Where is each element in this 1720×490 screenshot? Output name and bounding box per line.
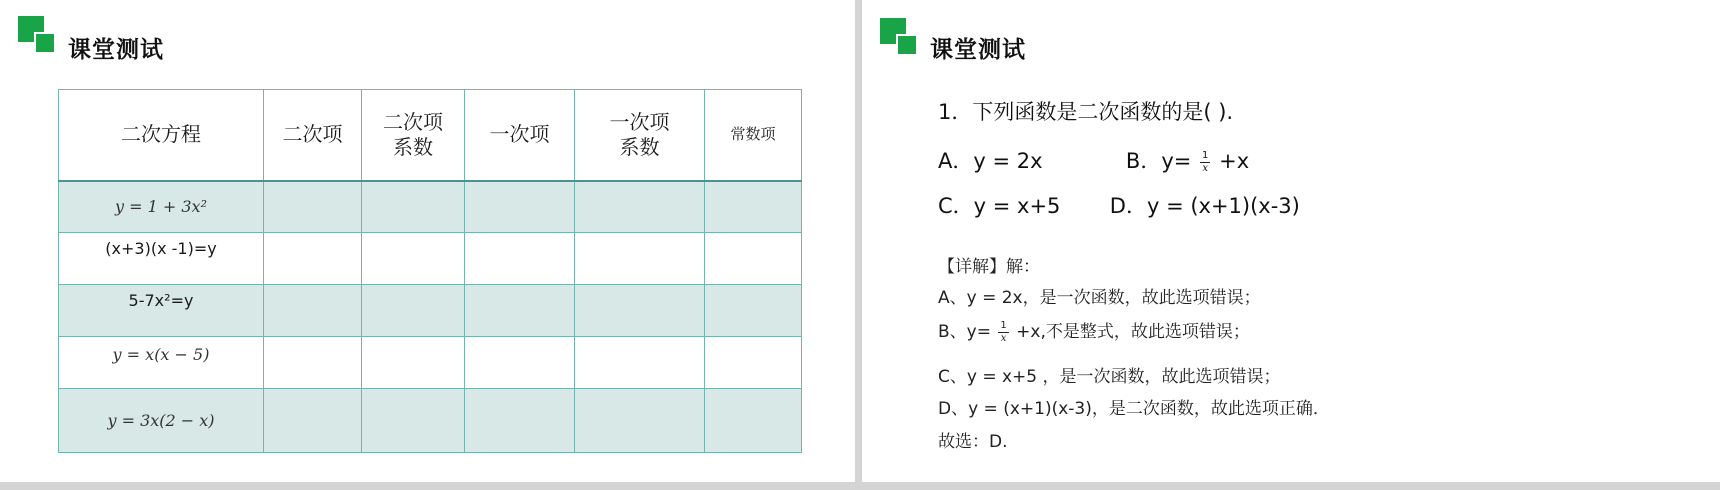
header-linear-coefficient bbox=[575, 90, 705, 181]
blank-cell bbox=[264, 337, 362, 389]
option-d: D．y = (x+1)(x-3) bbox=[1109, 194, 1300, 218]
slide-left bbox=[0, 0, 855, 482]
fraction-one-over-x bbox=[1200, 151, 1210, 174]
equation-cell: (x+3)(x -1)=y bbox=[59, 233, 264, 285]
fraction-denominator: x bbox=[1000, 332, 1007, 344]
blank-cell bbox=[264, 389, 362, 453]
blank-cell bbox=[705, 285, 802, 337]
slide-heading: 课堂测试 bbox=[930, 37, 1026, 63]
blank-cell bbox=[705, 337, 802, 389]
blank-cell bbox=[705, 389, 802, 453]
options-row-2 bbox=[938, 190, 1300, 220]
green-squares-logo-icon bbox=[18, 16, 56, 54]
blank-cell bbox=[362, 285, 465, 337]
table-row bbox=[59, 389, 802, 453]
blank-cell bbox=[264, 181, 362, 233]
header-linear-coefficient-line2: 系数 bbox=[619, 134, 660, 159]
blank-cell bbox=[575, 337, 705, 389]
blank-cell bbox=[465, 181, 575, 233]
blank-cell bbox=[575, 389, 705, 453]
fraction-denominator: x bbox=[1202, 162, 1209, 174]
blank-cell bbox=[264, 285, 362, 337]
blank-cell bbox=[362, 337, 465, 389]
option-b bbox=[1126, 149, 1249, 173]
solution-line-d: D、y = (x+1)(x-3)，是二次函数，故此选项正确． bbox=[938, 399, 1330, 419]
solution-title: 【详解】解： bbox=[938, 257, 1040, 277]
header-linear-term: 一次项 bbox=[465, 90, 575, 181]
equation-cell: y = 3x(2 − x) bbox=[59, 389, 264, 453]
blank-cell bbox=[362, 389, 465, 453]
blank-cell bbox=[705, 181, 802, 233]
blank-cell bbox=[465, 389, 575, 453]
header-quadratic-coefficient bbox=[362, 90, 465, 181]
slide-heading: 课堂测试 bbox=[68, 37, 164, 63]
blank-cell bbox=[705, 233, 802, 285]
equation-cell: y = 1 + 3x² bbox=[59, 181, 264, 233]
option-c: C．y = x+5 bbox=[938, 194, 1061, 218]
solution-line-a: A、y = 2x，是一次函数，故此选项错误； bbox=[938, 288, 1261, 308]
solution-answer: 故选：D. bbox=[938, 432, 1008, 452]
fraction-one-over-x bbox=[998, 321, 1008, 344]
quadratic-table bbox=[58, 89, 802, 453]
fraction-numerator: 1 bbox=[1202, 149, 1209, 161]
solution-line-b bbox=[938, 317, 1250, 344]
blank-cell bbox=[575, 285, 705, 337]
blank-cell bbox=[465, 337, 575, 389]
green-squares-logo-icon bbox=[880, 18, 918, 56]
equation-cell: 5-7x²=y bbox=[59, 285, 264, 337]
blank-cell bbox=[362, 233, 465, 285]
table-row bbox=[59, 181, 802, 233]
solution-line-b-suffix: +x,不是整式，故此选项错误； bbox=[1016, 322, 1250, 342]
blank-cell bbox=[264, 233, 362, 285]
slide-right bbox=[862, 0, 1720, 482]
table-row bbox=[59, 233, 802, 285]
solution-line-b-prefix: B、y= bbox=[938, 322, 991, 342]
header-equation: 二次方程 bbox=[59, 90, 264, 181]
option-a: A．y = 2x bbox=[938, 149, 1043, 173]
blank-cell bbox=[575, 233, 705, 285]
table-row bbox=[59, 285, 802, 337]
blank-cell bbox=[575, 181, 705, 233]
header-quadratic-coefficient-line2: 系数 bbox=[393, 134, 433, 159]
header-linear-coefficient-line1: 一次项 bbox=[609, 109, 670, 134]
header-constant-term: 常数项 bbox=[705, 90, 802, 181]
fraction-numerator: 1 bbox=[1000, 319, 1007, 331]
equation-cell: y = x(x − 5) bbox=[59, 337, 264, 389]
option-b-prefix: B．y= bbox=[1125, 149, 1192, 173]
solution-line-c: C、y = x+5 ，是一次函数，故此选项错误； bbox=[938, 367, 1281, 387]
header-quadratic-coefficient-line1: 二次项 bbox=[383, 109, 443, 134]
blank-cell bbox=[465, 233, 575, 285]
option-b-suffix: +x bbox=[1219, 149, 1250, 173]
question-text: 1．下列函数是二次函数的是( ). bbox=[938, 100, 1234, 124]
blank-cell bbox=[465, 285, 575, 337]
table-row bbox=[59, 337, 802, 389]
blank-cell bbox=[362, 181, 465, 233]
header-quadratic-term: 二次项 bbox=[264, 90, 362, 181]
options-row-1 bbox=[938, 145, 1249, 175]
table-header-row bbox=[59, 90, 802, 181]
